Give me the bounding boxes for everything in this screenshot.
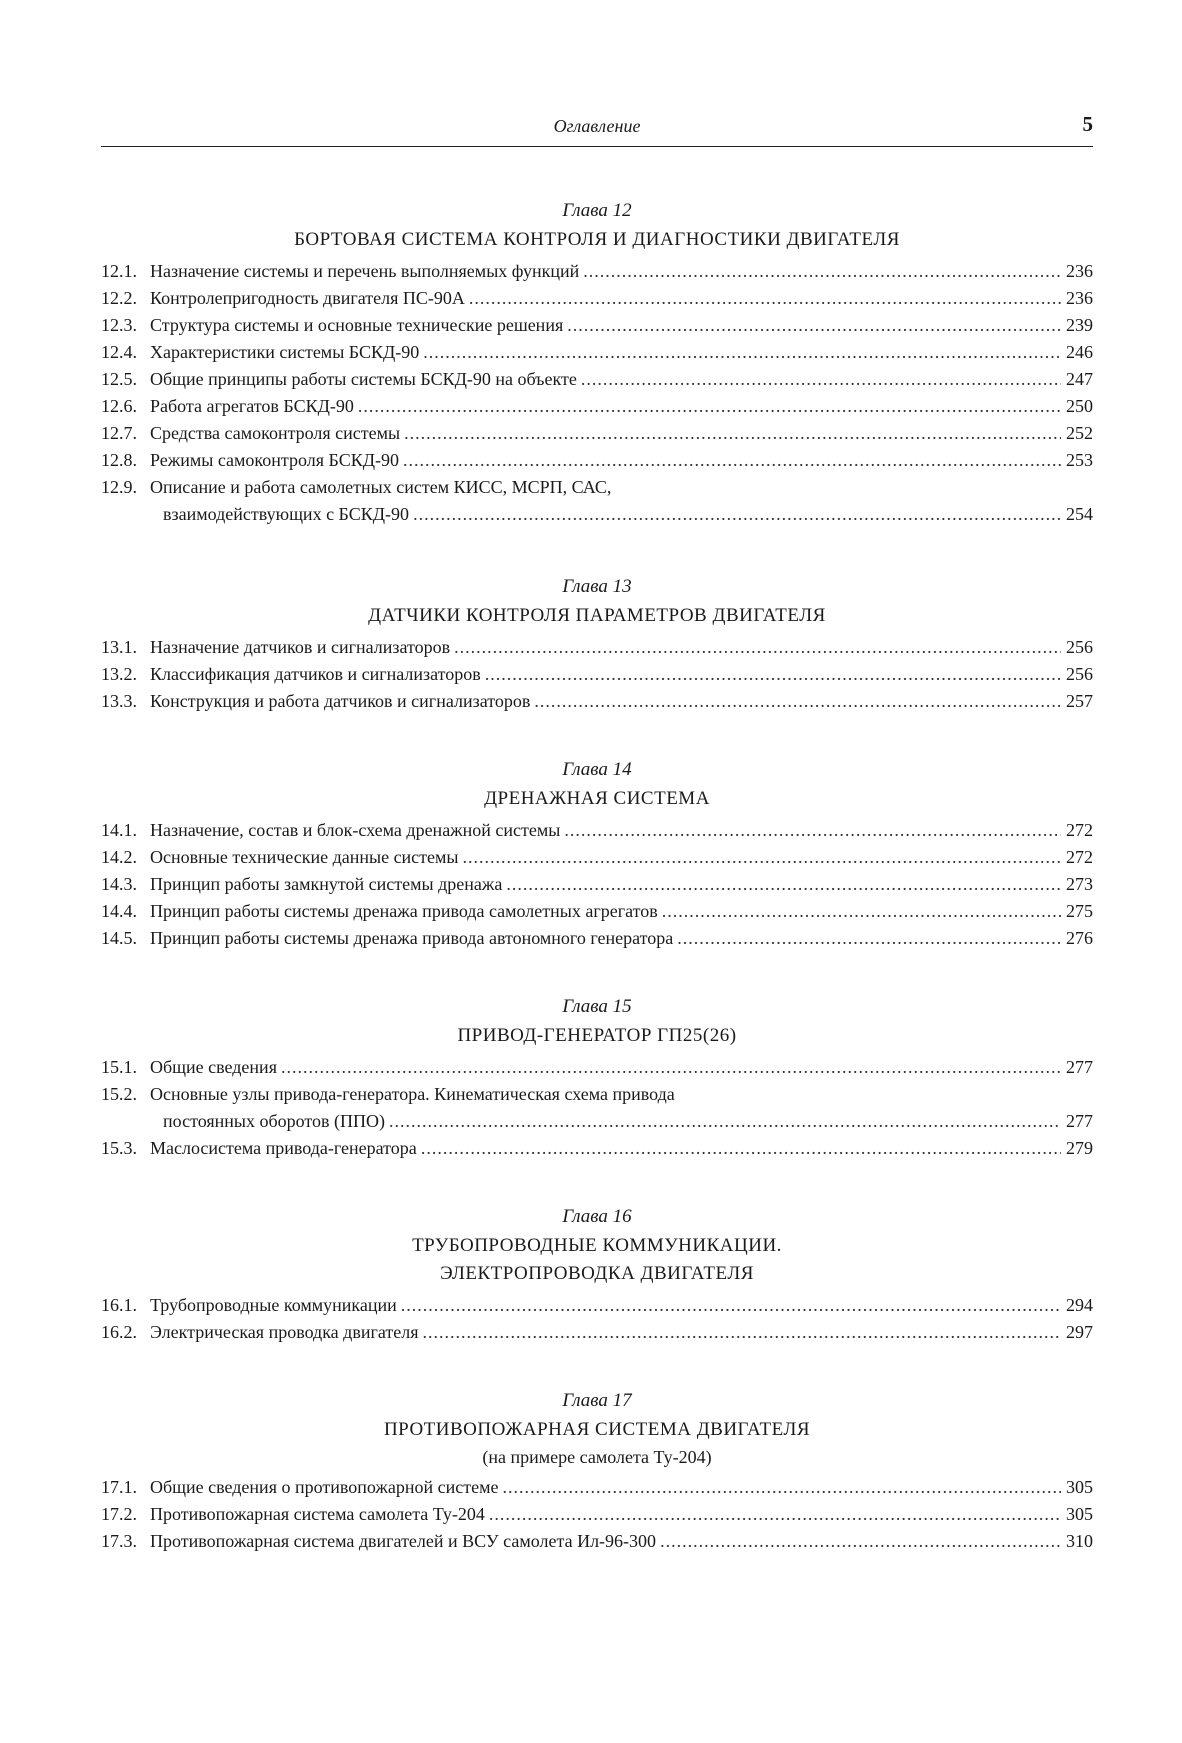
chapter-section xyxy=(101,1202,1093,1346)
toc-entry xyxy=(101,258,1093,285)
toc-entry-line xyxy=(101,817,1093,844)
table-of-contents xyxy=(101,196,1093,1555)
toc-entry-line xyxy=(101,420,1093,447)
section-title: Режимы самоконтроля БСКД-90 xyxy=(150,450,399,470)
toc-entry xyxy=(101,339,1093,366)
section-title-continuation: взаимодействующих с БСКД-90 xyxy=(163,504,410,524)
toc-entry xyxy=(101,420,1093,447)
section-number: 15.3. xyxy=(101,1138,137,1158)
chapter-section xyxy=(101,992,1093,1162)
dot-leader xyxy=(534,688,1061,715)
toc-entry-line xyxy=(101,366,1093,393)
dot-leader xyxy=(660,1528,1061,1555)
toc-entry xyxy=(101,1501,1093,1528)
toc-entry xyxy=(101,844,1093,871)
dot-leader xyxy=(463,844,1061,871)
toc-entry-list xyxy=(101,1292,1093,1346)
section-number: 14.5. xyxy=(101,928,137,948)
section-number: 15.1. xyxy=(101,1057,137,1077)
section-title: Характеристики системы БСКД-90 xyxy=(150,342,420,362)
toc-entry-line xyxy=(101,898,1093,925)
toc-entry xyxy=(101,871,1093,898)
toc-entry xyxy=(101,366,1093,393)
section-number: 14.2. xyxy=(101,847,137,867)
toc-entry xyxy=(101,312,1093,339)
toc-entry-list xyxy=(101,1054,1093,1162)
section-number: 12.9. xyxy=(101,477,137,497)
toc-entry-list xyxy=(101,258,1093,528)
section-page: 246 xyxy=(1066,342,1093,362)
chapter-label: Глава 17 xyxy=(562,1390,632,1411)
chapter-label: Глава 13 xyxy=(562,576,632,597)
section-title: Противопожарная система двигателей и ВСУ самолета Ил-96-300 xyxy=(150,1531,657,1551)
section-title: Общие сведения о противопожарной системе xyxy=(150,1477,499,1497)
section-title: Средства самоконтроля системы xyxy=(150,423,401,443)
chapter-title: ПРИВОД-ГЕНЕРАТОР ГП25(26) xyxy=(457,1025,737,1046)
section-page: 254 xyxy=(1066,504,1093,524)
section-number: 13.2. xyxy=(101,664,137,684)
toc-entry-continuation xyxy=(101,501,1093,528)
toc-entry xyxy=(101,1528,1093,1555)
section-title: Классификация датчиков и сигнализаторов xyxy=(150,664,481,684)
section-page: 256 xyxy=(1066,664,1093,684)
toc-entry-first-line xyxy=(101,474,1093,501)
toc-entry-line xyxy=(101,285,1093,312)
section-page: 276 xyxy=(1066,928,1093,948)
toc-entry-line xyxy=(101,688,1093,715)
toc-entry-line xyxy=(101,871,1093,898)
section-title: Назначение датчиков и сигнализаторов xyxy=(150,637,451,657)
dot-leader xyxy=(389,1108,1061,1135)
toc-entry xyxy=(101,1081,1093,1135)
dot-leader xyxy=(421,1135,1061,1162)
section-title: Основные технические данные системы xyxy=(150,847,459,867)
toc-entry-line xyxy=(101,1474,1093,1501)
section-number: 12.6. xyxy=(101,396,137,416)
dot-leader xyxy=(281,1054,1061,1081)
section-title: Общие сведения xyxy=(150,1057,277,1077)
section-title: Работа агрегатов БСКД-90 xyxy=(150,396,354,416)
chapter-title: ДАТЧИКИ КОНТРОЛЯ ПАРАМЕТРОВ ДВИГАТЕЛЯ xyxy=(368,605,826,626)
section-number: 17.2. xyxy=(101,1504,137,1524)
section-page: 272 xyxy=(1066,820,1093,840)
dot-leader xyxy=(677,925,1061,952)
section-number: 13.3. xyxy=(101,691,137,711)
chapter-section xyxy=(101,572,1093,715)
toc-entry xyxy=(101,1292,1093,1319)
section-page: 239 xyxy=(1066,315,1093,335)
chapter-subtitle: (на примере самолета Ту-204) xyxy=(482,1447,712,1467)
section-title: Структура системы и основные технические решения xyxy=(150,315,564,335)
section-page: 247 xyxy=(1066,369,1093,389)
section-number: 12.5. xyxy=(101,369,137,389)
chapter-title: БОРТОВАЯ СИСТЕМА КОНТРОЛЯ И ДИАГНОСТИКИ ДВИГАТЕЛЯ xyxy=(294,229,900,250)
section-page: 253 xyxy=(1066,450,1093,470)
dot-leader xyxy=(489,1501,1061,1528)
section-page: 236 xyxy=(1066,261,1093,281)
section-title: Электрическая проводка двигателя xyxy=(150,1322,419,1342)
toc-entry-line xyxy=(101,1319,1093,1346)
dot-leader xyxy=(423,1319,1062,1346)
toc-entry-line xyxy=(101,634,1093,661)
section-title: Конструкция и работа датчиков и сигнализаторов xyxy=(150,691,531,711)
section-page: 305 xyxy=(1066,1477,1093,1497)
dot-leader xyxy=(403,447,1061,474)
toc-entry-line xyxy=(101,393,1093,420)
toc-entry xyxy=(101,661,1093,688)
toc-entry xyxy=(101,925,1093,952)
section-title: Трубопроводные коммуникации xyxy=(150,1295,397,1315)
section-title: Контролепригодность двигателя ПС-90А xyxy=(150,288,465,308)
chapter-section xyxy=(101,755,1093,952)
section-page: 277 xyxy=(1066,1111,1093,1131)
toc-entry xyxy=(101,1135,1093,1162)
running-head: Оглавление xyxy=(553,116,641,136)
section-page: 279 xyxy=(1066,1138,1093,1158)
section-number: 16.1. xyxy=(101,1295,137,1315)
section-title: Основные узлы привода-генератора. Кинематическая схема привода xyxy=(150,1084,675,1104)
toc-entry-line xyxy=(101,1135,1093,1162)
section-page: 272 xyxy=(1066,847,1093,867)
chapter-label: Глава 15 xyxy=(562,996,632,1017)
chapter-title: ДРЕНАЖНАЯ СИСТЕМА xyxy=(484,788,710,809)
chapter-title: ЭЛЕКТРОПРОВОДКА ДВИГАТЕЛЯ xyxy=(440,1263,754,1284)
dot-leader xyxy=(502,1474,1061,1501)
dot-leader xyxy=(404,420,1061,447)
toc-entry-line xyxy=(101,925,1093,952)
toc-entry xyxy=(101,393,1093,420)
toc-entry-continuation xyxy=(101,1108,1093,1135)
dot-leader xyxy=(423,339,1061,366)
section-page: 252 xyxy=(1066,423,1093,443)
section-title: Принцип работы системы дренажа привода самолетных агрегатов xyxy=(150,901,658,921)
section-title: Назначение, состав и блок-схема дренажной системы xyxy=(150,820,561,840)
section-number: 16.2. xyxy=(101,1322,137,1342)
dot-leader xyxy=(581,366,1061,393)
toc-entry xyxy=(101,1474,1093,1501)
toc-entry-line xyxy=(101,661,1093,688)
section-number: 12.1. xyxy=(101,261,137,281)
toc-entry xyxy=(101,474,1093,528)
section-title: Маслосистема привода-генератора xyxy=(150,1138,417,1158)
section-title: Общие принципы работы системы БСКД-90 на объекте xyxy=(150,369,577,389)
toc-entry-line xyxy=(101,258,1093,285)
section-page: 273 xyxy=(1066,874,1093,894)
section-title: Принцип работы замкнутой системы дренажа xyxy=(150,874,503,894)
page-header xyxy=(101,112,1093,147)
dot-leader xyxy=(401,1292,1061,1319)
section-title-continuation: постоянных оборотов (ППО) xyxy=(163,1111,386,1131)
chapter-label: Глава 16 xyxy=(562,1206,632,1227)
chapter-label: Глава 12 xyxy=(562,200,632,221)
section-number: 14.4. xyxy=(101,901,137,921)
toc-entry xyxy=(101,447,1093,474)
toc-entry xyxy=(101,688,1093,715)
toc-entry-first-line xyxy=(101,1081,1093,1108)
section-number: 15.2. xyxy=(101,1084,137,1104)
section-page: 294 xyxy=(1066,1295,1093,1315)
chapter-section xyxy=(101,196,1093,528)
toc-entry-line xyxy=(101,844,1093,871)
dot-leader xyxy=(583,258,1061,285)
toc-entry-line xyxy=(101,312,1093,339)
dot-leader xyxy=(567,312,1061,339)
section-title: Назначение системы и перечень выполняемых функций xyxy=(150,261,580,281)
toc-entry-list xyxy=(101,1474,1093,1555)
section-title: Принцип работы системы дренажа привода автономного генератора xyxy=(150,928,674,948)
dot-leader xyxy=(485,661,1061,688)
chapter-label: Глава 14 xyxy=(562,759,632,780)
section-page: 236 xyxy=(1066,288,1093,308)
chapter-title: ПРОТИВОПОЖАРНАЯ СИСТЕМА ДВИГАТЕЛЯ xyxy=(383,1419,811,1440)
section-page: 256 xyxy=(1066,637,1093,657)
section-number: 12.4. xyxy=(101,342,137,362)
section-page: 275 xyxy=(1066,901,1093,921)
dot-leader xyxy=(662,898,1061,925)
toc-entry-line xyxy=(101,1054,1093,1081)
toc-entry-list xyxy=(101,817,1093,952)
toc-entry-list xyxy=(101,634,1093,715)
toc-entry xyxy=(101,634,1093,661)
toc-entry-line xyxy=(101,447,1093,474)
section-number: 12.2. xyxy=(101,288,137,308)
chapter-title: ТРУБОПРОВОДНЫЕ КОММУНИКАЦИИ. xyxy=(412,1235,782,1256)
section-title: Противопожарная система самолета Ту-204 xyxy=(150,1504,485,1524)
chapter-section xyxy=(101,1386,1093,1555)
dot-leader xyxy=(413,501,1061,528)
section-number: 12.7. xyxy=(101,423,137,443)
section-number: 14.3. xyxy=(101,874,137,894)
section-number: 12.8. xyxy=(101,450,137,470)
section-title: Описание и работа самолетных систем КИСС, МСРП, САС, xyxy=(150,477,612,497)
section-number: 17.1. xyxy=(101,1477,137,1497)
section-number: 14.1. xyxy=(101,820,137,840)
dot-leader xyxy=(469,285,1061,312)
section-number: 17.3. xyxy=(101,1531,137,1551)
toc-entry xyxy=(101,898,1093,925)
dot-leader xyxy=(506,871,1061,898)
toc-entry-line xyxy=(101,339,1093,366)
page-number: 5 xyxy=(1082,112,1093,136)
dot-leader xyxy=(564,817,1061,844)
toc-entry xyxy=(101,285,1093,312)
toc-entry-line xyxy=(101,1501,1093,1528)
toc-entry-line xyxy=(101,1292,1093,1319)
section-page: 250 xyxy=(1066,396,1093,416)
section-page: 310 xyxy=(1066,1531,1093,1551)
dot-leader xyxy=(454,634,1061,661)
section-page: 297 xyxy=(1066,1322,1093,1342)
section-page: 257 xyxy=(1066,691,1093,711)
section-page: 277 xyxy=(1066,1057,1093,1077)
toc-entry xyxy=(101,1054,1093,1081)
section-number: 12.3. xyxy=(101,315,137,335)
dot-leader xyxy=(358,393,1061,420)
toc-entry-line xyxy=(101,1528,1093,1555)
toc-entry xyxy=(101,1319,1093,1346)
section-number: 13.1. xyxy=(101,637,137,657)
section-page: 305 xyxy=(1066,1504,1093,1524)
toc-entry xyxy=(101,817,1093,844)
